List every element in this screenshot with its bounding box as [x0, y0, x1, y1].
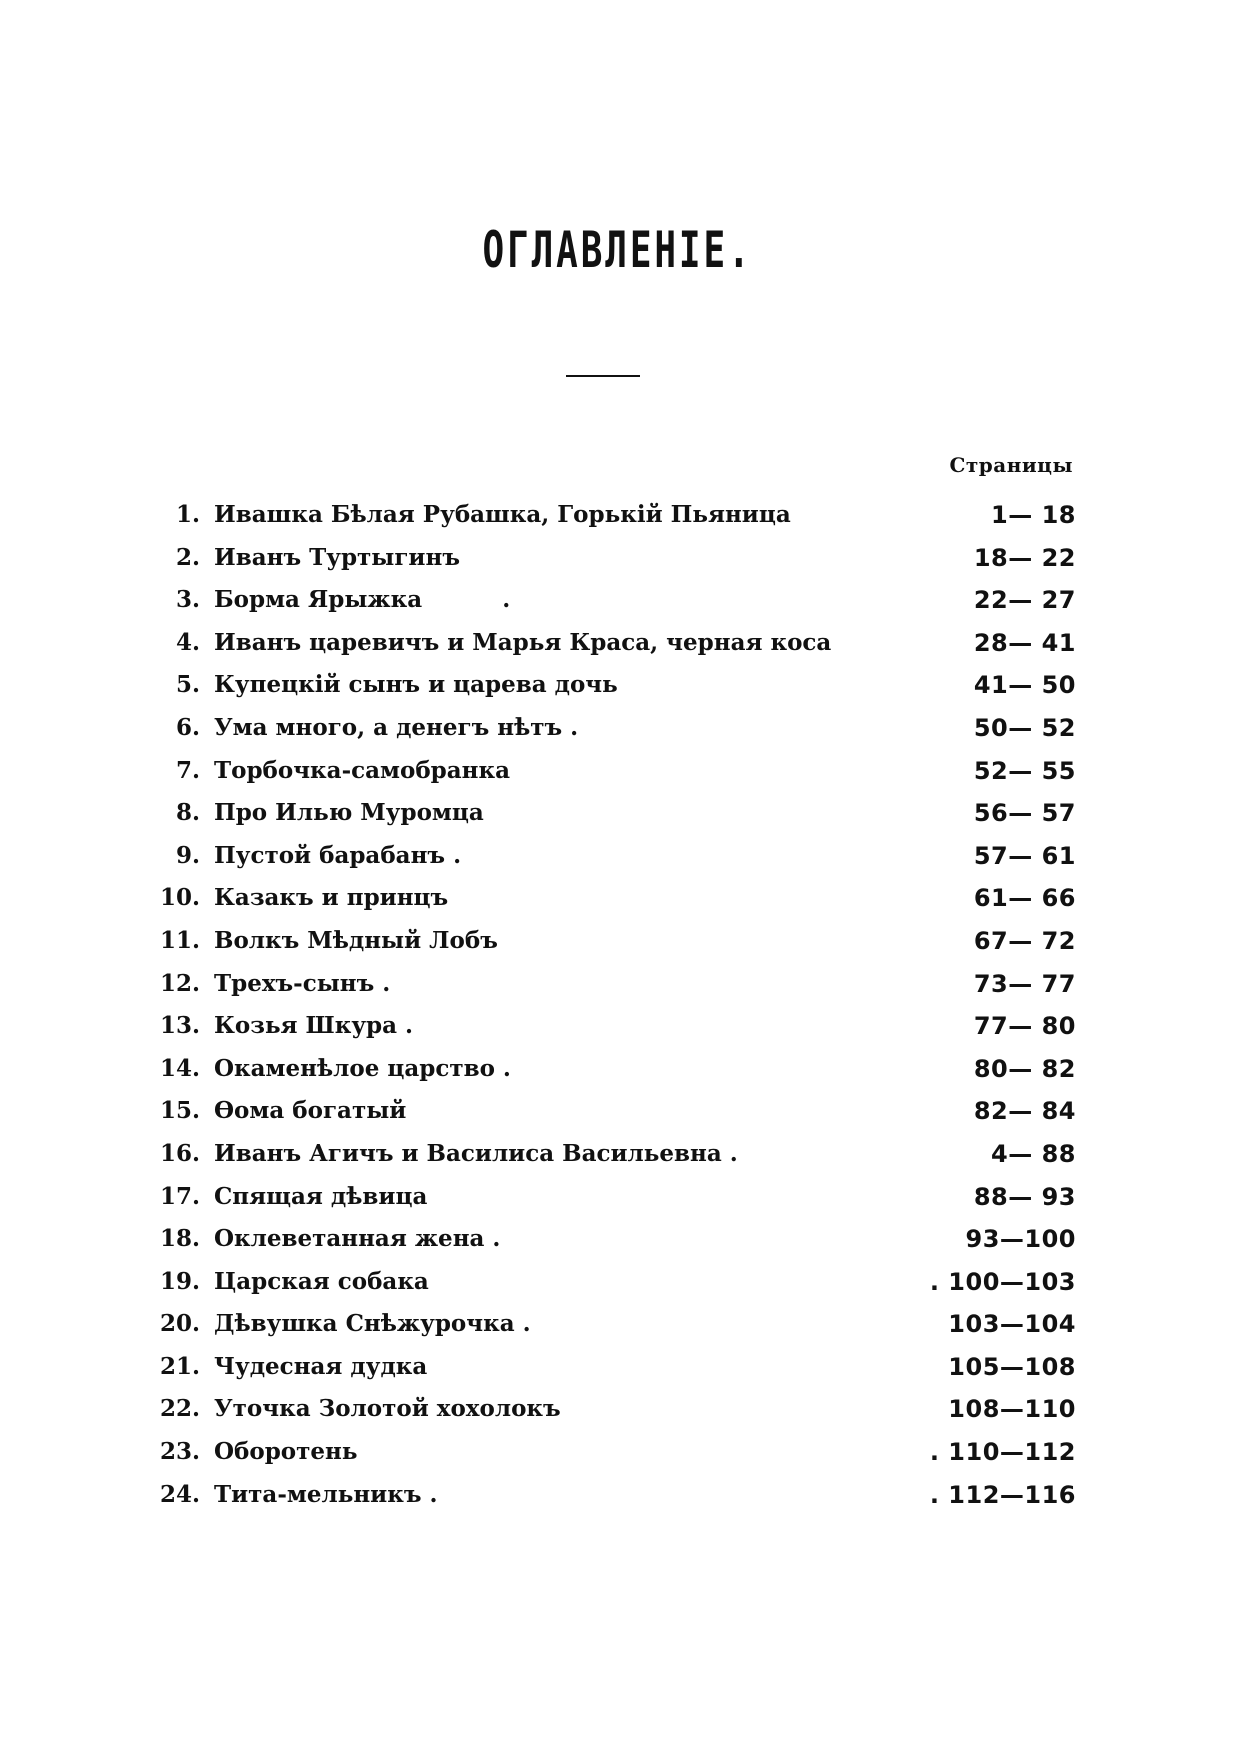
entry-number: 4. — [175, 628, 200, 656]
toc-entry — [160, 792, 1076, 835]
toc-entry — [160, 1133, 1076, 1176]
entry-pages: 52— 55 — [973, 756, 1076, 785]
toc-entry — [160, 1346, 1076, 1389]
entry-number: 21. — [160, 1352, 201, 1380]
entry-number: 16. — [160, 1139, 201, 1167]
entry-pages: 18— 22 — [973, 543, 1076, 572]
toc-entry — [160, 1176, 1076, 1219]
toc-entry — [160, 1261, 1076, 1304]
entry-title: Иванъ Агичъ и Василиса Васильевна . — [214, 1139, 738, 1167]
toc-entry — [160, 1474, 1076, 1517]
pages-column-header: Страницы — [949, 453, 1073, 477]
entry-pages: 82— 84 — [973, 1097, 1076, 1126]
entry-title: Ума много, а денегъ нѣтъ . — [214, 713, 579, 741]
entry-number: 12. — [160, 969, 201, 997]
entry-number: 24. — [160, 1480, 201, 1508]
entry-pages: 105—108 — [948, 1352, 1076, 1381]
entry-title: Царская собака — [214, 1267, 429, 1295]
entry-number: 1. — [175, 501, 200, 528]
entry-number: 15. — [160, 1097, 201, 1125]
entry-number: 10. — [160, 884, 201, 912]
entry-title: Про Илью Муромца — [214, 799, 484, 827]
entry-title: Пустой барабанъ . — [214, 841, 462, 869]
entry-pages: 28— 41 — [973, 628, 1076, 657]
table-of-contents — [160, 494, 1076, 1516]
entry-pages: 77— 80 — [973, 1012, 1076, 1041]
toc-entry — [160, 1048, 1076, 1091]
entry-title: Спящая дѣвица — [214, 1182, 428, 1210]
entry-title: Ивашка Бѣлая Рубашка, Горькій Пьяница — [214, 501, 791, 528]
toc-entry — [160, 963, 1076, 1006]
entry-title: Волкъ Мѣдный Лобъ — [214, 926, 498, 954]
entry-pages: 67— 72 — [973, 926, 1076, 955]
toc-entry — [160, 1303, 1076, 1346]
entry-pages: 103—104 — [948, 1310, 1076, 1339]
entry-pages: 41— 50 — [973, 671, 1076, 700]
entry-pages: 57— 61 — [973, 841, 1076, 870]
toc-entry — [160, 664, 1076, 707]
entry-number: 8. — [175, 799, 200, 827]
entry-pages: 56— 57 — [973, 799, 1076, 828]
entry-title: Торбочка-самобранка — [214, 756, 511, 784]
page-title: ОГЛАВЛЕНІЕ. — [482, 221, 753, 279]
toc-entry — [160, 877, 1076, 920]
entry-title: Трехъ-сынъ . — [214, 969, 391, 997]
entry-pages: 61— 66 — [973, 884, 1076, 913]
toc-entry — [160, 494, 1076, 537]
toc-entry — [160, 750, 1076, 793]
entry-title: Ѳома богатый — [214, 1097, 407, 1125]
entry-number: 7. — [175, 756, 200, 784]
entry-number: 17. — [160, 1182, 201, 1210]
entry-title: Купецкій сынъ и царева дочь — [214, 671, 618, 699]
entry-pages: 73— 77 — [973, 969, 1076, 998]
entry-title: Тита-мельникъ . — [214, 1480, 438, 1508]
entry-pages: . 100—103 — [929, 1267, 1076, 1296]
toc-entry — [160, 579, 1076, 622]
toc-entry — [160, 835, 1076, 878]
entry-number: 20. — [160, 1310, 201, 1338]
entry-number: 13. — [160, 1012, 201, 1040]
entry-title: Козья Шкура . — [214, 1012, 414, 1040]
entry-title: Оборотень — [214, 1438, 358, 1466]
entry-pages: 80— 82 — [973, 1054, 1076, 1083]
entry-number: 3. — [175, 586, 200, 614]
entry-title: Чудесная дудка — [214, 1352, 428, 1380]
entry-number: 2. — [175, 543, 200, 571]
toc-entry — [160, 1005, 1076, 1048]
entry-number: 19. — [160, 1267, 201, 1295]
toc-entry — [160, 920, 1076, 963]
toc-entry — [160, 707, 1076, 750]
title-divider — [566, 375, 640, 377]
entry-title: Борма Ярыжка . — [214, 586, 511, 614]
toc-entry — [160, 537, 1076, 580]
entry-pages: 22— 27 — [973, 586, 1076, 615]
entry-pages: 108—110 — [948, 1395, 1076, 1424]
entry-pages: 88— 93 — [973, 1182, 1076, 1211]
entry-pages: 93—100 — [965, 1225, 1076, 1254]
entry-number: 22. — [160, 1395, 201, 1423]
entry-pages: 1— 18 — [991, 501, 1076, 529]
entry-number: 18. — [160, 1225, 201, 1253]
entry-number: 6. — [175, 713, 200, 741]
entry-number: 14. — [160, 1054, 201, 1082]
entry-pages: . 110—112 — [929, 1438, 1076, 1467]
toc-entry — [160, 1388, 1076, 1431]
entry-title: Иванъ царевичъ и Марья Краса, черная коса — [214, 628, 832, 656]
entry-title: Уточка Золотой хохолокъ — [214, 1395, 561, 1423]
entry-pages: . 112—116 — [929, 1480, 1076, 1509]
toc-entry — [160, 1218, 1076, 1261]
entry-pages: 50— 52 — [973, 713, 1076, 742]
toc-entry — [160, 1090, 1076, 1133]
entry-number: 9. — [175, 841, 200, 869]
toc-entry — [160, 1431, 1076, 1474]
entry-number: 5. — [175, 671, 200, 699]
entry-number: 11. — [160, 926, 201, 954]
entry-title: Оклеветанная жена . — [214, 1225, 501, 1253]
entry-number: 23. — [160, 1438, 201, 1466]
toc-entry — [160, 622, 1076, 665]
entry-title: Дѣвушка Снѣжурочка . — [214, 1310, 531, 1338]
entry-title: Казакъ и принцъ — [214, 884, 449, 912]
entry-title: Окаменѣлое царство . — [214, 1054, 511, 1082]
entry-title: Иванъ Туртыгинъ — [214, 543, 460, 571]
entry-pages: 4— 88 — [991, 1139, 1076, 1168]
